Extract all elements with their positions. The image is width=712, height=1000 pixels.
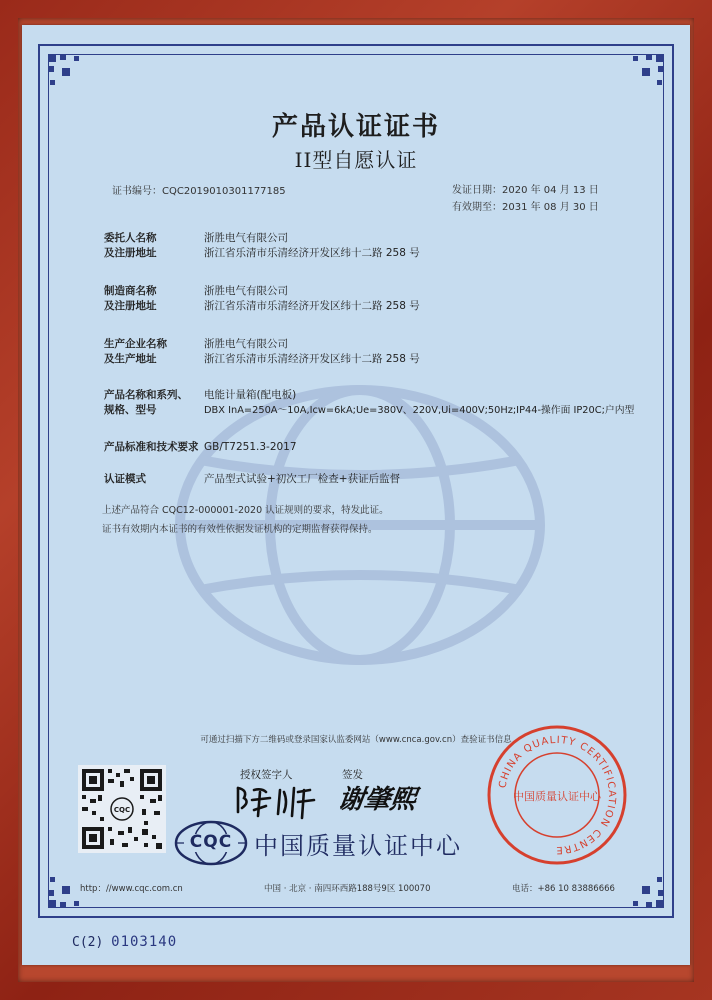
field-label: 及注册地址 (104, 247, 157, 259)
seal-inner-text: 中国质量认证中心 (513, 790, 601, 803)
field-value: 产品型式试验+初次工厂检查+获证后监督 (204, 473, 401, 485)
qr-verification-note: 可通过扫描下方二维码或登录国家认监委网站（www.cnca.gov.cn）查验证书信息 (200, 735, 512, 745)
statement-line: 证书有效期内本证书的有效性依据发证机构的定期监督获得保持。 (102, 524, 378, 535)
field-label: 及生产地址 (104, 353, 157, 365)
certificate-number (112, 182, 286, 197)
issue-date-label: 发证日期： (452, 185, 502, 196)
certificate-title: 产品认证证书 (271, 112, 440, 142)
valid-date-value: 2031 年 08 月 30 日 (502, 202, 599, 213)
official-seal-icon (486, 724, 628, 866)
corner-ornament-bottom-right (620, 864, 674, 918)
footer-phone: 电话：+86 10 83886666 (512, 884, 615, 894)
statement-line: 上述产品符合 CQC12-000001-2020 认证规则的要求，特发此证。 (102, 505, 389, 516)
field-label: 产品名称和系列、 (104, 389, 188, 401)
field-value: 浙胜电气有限公司 (204, 338, 288, 350)
field-value: 浙胜电气有限公司 (204, 285, 288, 297)
footer-address: 中国 · 北京 · 南四环西路188号9区 100070 (264, 884, 431, 894)
field-value: 浙江省乐清市乐清经济开发区纬十二路 258 号 (204, 353, 420, 365)
serial-prefix: C(2) (72, 935, 104, 950)
field-value: 浙江省乐清市乐清经济开发区纬十二路 258 号 (204, 247, 420, 259)
field-value: 浙江省乐清市乐清经济开发区纬十二路 258 号 (204, 300, 420, 312)
field-value: 浙胜电气有限公司 (204, 232, 288, 244)
corner-ornament-top-right (620, 44, 674, 98)
certificate-subtitle: II型自愿认证 (294, 148, 418, 172)
qr-code[interactable] (78, 765, 166, 853)
authorized-signature (232, 780, 324, 820)
certificate-dates (452, 182, 599, 216)
issue-date-value: 2020 年 04 月 13 日 (502, 185, 599, 196)
serial-number (72, 934, 177, 950)
field-label: 委托人名称 (104, 232, 157, 244)
issuer-signature: 谢肇熙 (335, 785, 419, 815)
field-label: 制造商名称 (104, 285, 157, 297)
field-label: 产品标准和技术要求 (104, 441, 199, 453)
footer-website: http：//www.cqc.com.cn (80, 884, 183, 894)
valid-date-label: 有效期至： (452, 202, 502, 213)
field-label: 及注册地址 (104, 300, 157, 312)
field-value: DBX InA=250A～10A,Icw=6kA;Ue=380V、220V,Ui=400V;50Hz;IP44-操作面 IP20C;户内型 (204, 405, 635, 416)
cert-no-value: CQC2019010301177185 (162, 186, 286, 197)
field-label: 生产企业名称 (104, 338, 167, 350)
field-value: 电能计量箱(配电板) (204, 389, 297, 401)
field-label: 规格、型号 (104, 404, 157, 416)
certificate-statement (102, 501, 389, 539)
field-value: GB/T7251.3-2017 (204, 441, 297, 453)
issuer-label: 签发 (342, 769, 363, 781)
seal-ring-text: CHINA QUALITY CERTIFICATION CENTRE (497, 734, 618, 856)
field-label: 认证模式 (104, 473, 146, 485)
corner-ornament-top-left (38, 44, 92, 98)
authorized-signatory-label: 授权签字人 (240, 769, 293, 781)
cqc-logo (174, 820, 248, 866)
cert-no-label: 证书编号： (112, 186, 162, 197)
issuer-name: 中国质量认证中心 (254, 832, 462, 860)
cqc-logo-text: CQC (189, 832, 233, 852)
serial-value: 0103140 (111, 934, 178, 950)
svg-text:CQC: CQC (113, 806, 131, 814)
